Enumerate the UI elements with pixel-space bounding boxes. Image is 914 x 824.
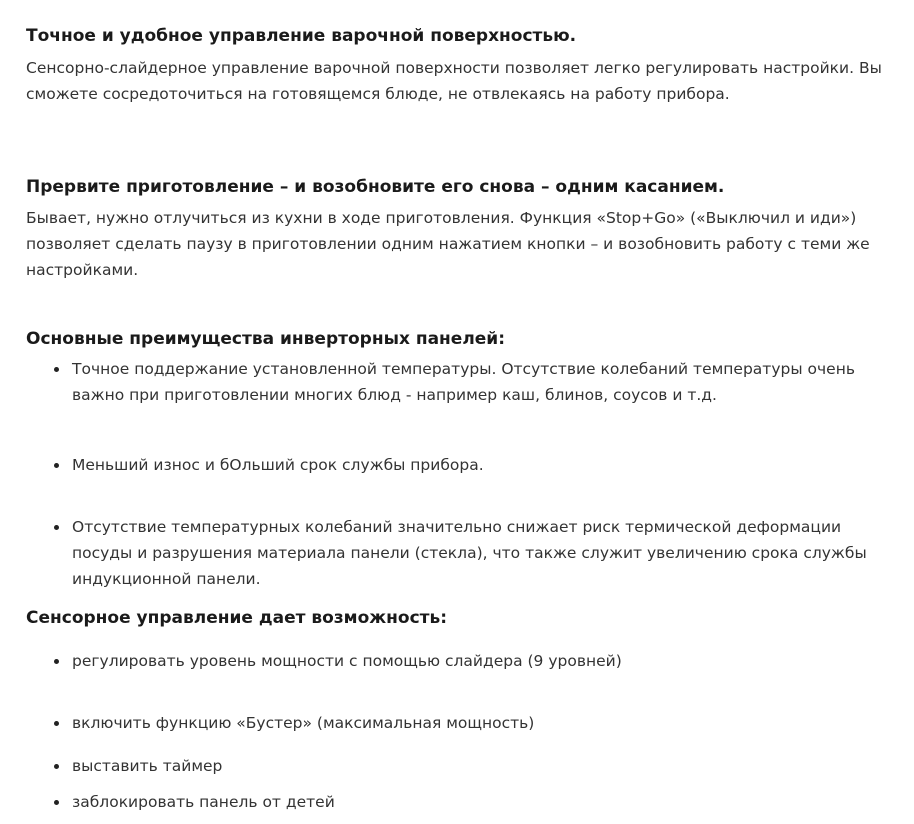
section-heading-touch-control: Сенсорное управление дает возможность: (26, 608, 448, 628)
list-item-text: выставить таймер (72, 757, 223, 775)
bullet-dot-icon (54, 721, 59, 726)
list-item (26, 514, 896, 592)
bullet-dot-icon (54, 659, 59, 664)
list-item-text: регулировать уровень мощности с помощью слайдера (9 уровней) (72, 652, 622, 670)
bullet-dot-icon (54, 525, 59, 530)
section-text-precise-control: Сенсорно-слайдерное управление варочной поверхности позволяет легко регулировать настройки. Вы сможете сосредоточиться на готовящемся блюде, не отвлекаясь на работу прибора. (26, 59, 882, 103)
list-item (26, 710, 896, 736)
section-heading-stop-go: Прервите приготовление – и возобновите его снова – одним касанием. (26, 177, 725, 197)
list-item (26, 753, 896, 779)
list-item-text: Меньший износ и бОльший срок службы прибора. (72, 456, 484, 474)
section-text-stop-go: Бывает, нужно отлучиться из кухни в ходе приготовления. Функция «Stop+Go» («Выключил и иди») позволяет сделать паузу в приготовлении одним нажатием кнопки – и возобновить работу с теми же настройками. (26, 209, 870, 279)
bullet-dot-icon (54, 800, 59, 805)
list-item-text: включить функцию «Бустер» (максимальная мощность) (72, 714, 535, 732)
list-item (26, 789, 896, 815)
list-item (26, 452, 896, 478)
bullet-dot-icon (54, 463, 59, 468)
bullet-dot-icon (54, 367, 59, 372)
list-item (26, 648, 896, 674)
section-heading-precise-control: Точное и удобное управление варочной поверхностью. (26, 26, 577, 46)
section-heading-inverter-advantages: Основные преимущества инверторных панелей: (26, 329, 506, 349)
list-item-text: Отсутствие температурных колебаний значительно снижает риск термической деформации посуды и разрушения материала панели (стекла), что также служит увеличению срока службы индукционной панели. (72, 518, 867, 588)
list-item-text: Точное поддержание установленной температуры. Отсутствие колебаний температуры очень важно при приготовлении многих блюд - например каш, блинов, соусов и т.д. (72, 360, 855, 404)
list-item (26, 356, 896, 408)
list-item-text: заблокировать панель от детей (72, 793, 335, 811)
bullet-dot-icon (54, 764, 59, 769)
